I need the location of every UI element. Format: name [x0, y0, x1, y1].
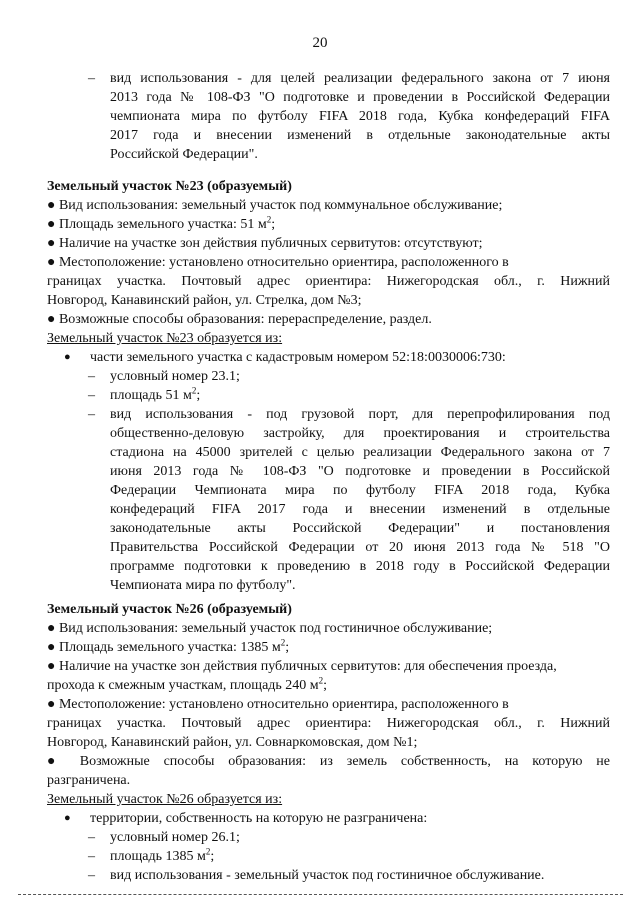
plot23-formed-from: Земельный участок №23 образуется из: — [47, 331, 283, 346]
plot26-servitude-line: прохода к смежным участкам, площадь 240 $м^2$; — [47, 675, 328, 693]
bottom-divider — [18, 894, 623, 895]
dash-marker: – — [88, 71, 95, 86]
dash-marker: – — [88, 830, 95, 845]
dash-marker: – — [88, 369, 95, 384]
intro-line: 2013 года № 108-ФЗ "О подготовке и проведении в Российской Федерации — [110, 90, 610, 105]
page-number: 20 — [312, 35, 328, 51]
plot26-part: территории, собственность на которую не разграничена: — [90, 811, 428, 826]
intro-line: 2017 года и внесении изменений в отдельные законодательные акты — [110, 128, 610, 143]
intro-line: Российской Федерации". — [110, 147, 258, 162]
intro-line: вид использования - для целей реализации федерального закона от 7 июня — [110, 71, 610, 86]
plot26-formed-from: Земельный участок №26 образуется из: — [47, 792, 283, 807]
plot23-formation: ● Возможные способы образования: перераспределение, раздел. — [47, 312, 432, 327]
bullet-marker: ● — [64, 812, 71, 824]
dash-marker: – — [88, 849, 95, 864]
bullet-marker: ● — [64, 351, 71, 363]
plot23-area: ● Площадь земельного участка: 51 $м^2$; — [47, 214, 276, 232]
intro-line: чемпионата мира по футболу FIFA 2018 года, Кубка конфедераций FIFA — [110, 109, 610, 124]
plot26-formation-line: ● Возможные способы образования: из земель собственность, на которую не — [47, 754, 610, 769]
dash-marker: – — [88, 407, 95, 422]
plot26-location-line: границах участка. Почтовый адрес ориентира: Нижегородская обл., г. Нижний — [47, 716, 610, 731]
plot23-location-line: Новгород, Канавинский район, ул. Стрелка, дом №3; — [47, 293, 362, 308]
plot23-use2-line: Правительства Российской Федерации от 20 июня 2013 года № 518 "О — [110, 540, 610, 555]
plot23-use2-line: стадиона на 45000 зрителей с целью реализации Федерального закона от 7 — [110, 445, 610, 460]
plot23-location-line: границах участка. Почтовый адрес ориентира: Нижегородская обл., г. Нижний — [47, 274, 610, 289]
plot26-use2: вид использования - земельный участок под гостиничное обслуживание. — [110, 868, 545, 883]
plot23-use2-line: законодательные акты Российской Федерации" и постановления — [110, 521, 610, 536]
plot26-location-line: Новгород, Канавинский район, ул. Совнаркомовская, дом №1; — [47, 735, 418, 750]
plot23-use2-line: общественно-деловую застройку, для проектирования и строительства — [110, 426, 610, 441]
dash-marker: – — [88, 868, 95, 883]
plot23-use2-line: июня 2013 года № 108-ФЗ "О подготовке и проведении в Российской — [110, 464, 610, 479]
plot23-area2: площадь 51 $м^2$; — [110, 385, 201, 403]
plot26-area2: площадь 1385 $м^2$; — [110, 846, 215, 864]
plot26-location-line: ● Местоположение: установлено относительно ориентира, расположенного в — [47, 697, 509, 712]
plot23-use2-line: конфедераций FIFA 2017 года и внесении изменений в отдельные — [110, 502, 610, 517]
plot23-use2-line: программе подготовки к проведению в 2018 году в Российской Федерации — [110, 559, 610, 574]
plot23-heading: Земельный участок №23 (образуемый) — [47, 179, 292, 194]
plot26-formation-line: разграничена. — [47, 773, 131, 788]
plot23-location-line: ● Местоположение: установлено относительно ориентира, расположенного в — [47, 255, 509, 270]
plot26-use: ● Вид использования: земельный участок под гостиничное обслуживание; — [47, 621, 493, 636]
plot26-cond-num: условный номер 26.1; — [110, 830, 240, 845]
plot26-servitude-line: ● Наличие на участке зон действия публичных сервитутов: для обеспечения проезда, — [47, 659, 557, 674]
plot23-part: части земельного участка с кадастровым номером 52:18:0030006:730: — [90, 350, 506, 365]
plot26-area: ● Площадь земельного участка: 1385 $м^2$; — [47, 637, 290, 655]
plot23-servitude: ● Наличие на участке зон действия публичных сервитутов: отсутствуют; — [47, 236, 483, 251]
plot26-heading: Земельный участок №26 (образуемый) — [47, 602, 292, 617]
plot23-use2-line: Чемпионата мира по футболу". — [110, 578, 296, 593]
plot23-use2-line: вид использования - под грузовой порт, для перепрофилирования под — [110, 407, 610, 422]
plot23-cond-num: условный номер 23.1; — [110, 369, 240, 384]
plot23-use2-line: Федерации Чемпионата мира по футболу FIFA 2018 года, Кубка — [110, 483, 610, 498]
plot23-use: ● Вид использования: земельный участок под коммунальное обслуживание; — [47, 198, 503, 213]
dash-marker: – — [88, 388, 95, 403]
